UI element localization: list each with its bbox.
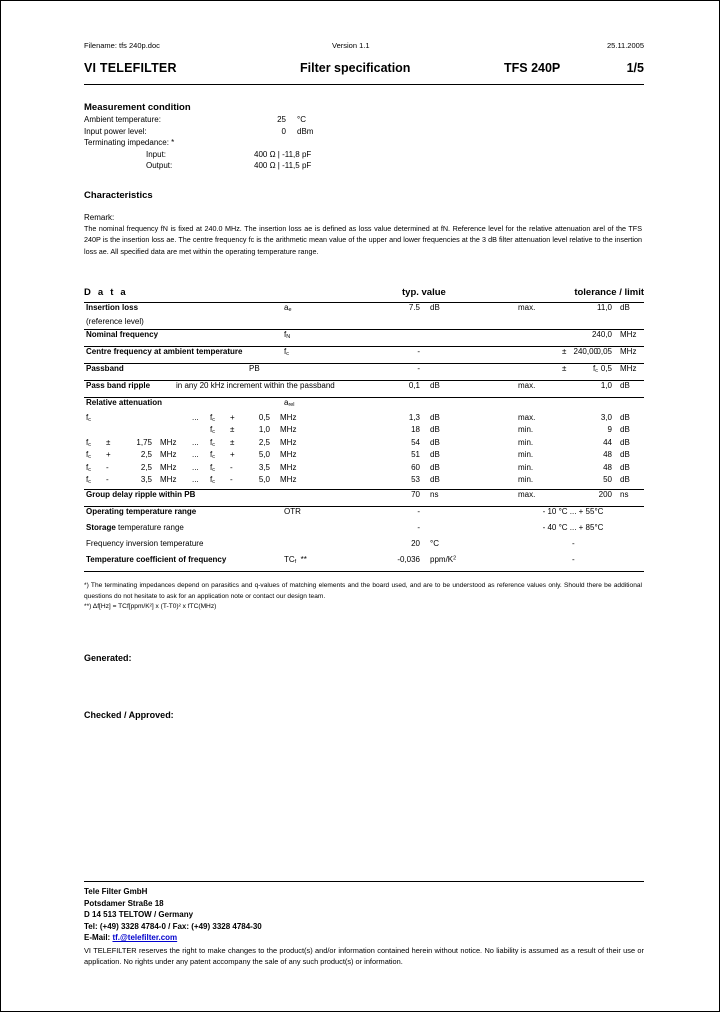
att-f1: $f_c$ (86, 475, 91, 486)
att-limit-unit: dB (620, 450, 630, 460)
row-symbol: $f_c$ (284, 346, 289, 357)
attenuation-line (84, 425, 644, 438)
att-offset1: 1,75 (136, 437, 152, 447)
ambient-temp-unit: °C (297, 115, 306, 124)
table-row (84, 523, 644, 539)
row-label-bold: Storage (86, 523, 116, 533)
att-unit1: MHz (160, 450, 177, 460)
row-label (86, 523, 184, 532)
att-f1: $f_c$ (86, 450, 91, 461)
logo-mark: VI (84, 61, 97, 75)
row-limit-kind: max. (518, 303, 536, 313)
ambient-temp-value: 25 (277, 115, 286, 124)
att-f1: $f_c$ (86, 412, 91, 423)
row-label: Relative attenuation (86, 397, 163, 407)
brand-name: TELEFILTER (99, 61, 177, 75)
footer-divider (84, 881, 644, 882)
att-typ-unit: dB (430, 450, 440, 460)
att-limit-kind: max. (518, 412, 536, 422)
row-label: Passband (86, 363, 124, 373)
characteristics-heading: Characteristics (84, 189, 153, 201)
att-limit-kind: min. (518, 462, 534, 472)
row-limit-unit: MHz (620, 346, 637, 356)
att-sign2: ± (230, 437, 235, 447)
header-title-row (84, 61, 644, 81)
row-typ-unit: dB (430, 303, 440, 313)
row-limit-value: 240,0 (591, 329, 612, 339)
att-unit1: MHz (160, 475, 177, 485)
att-limit-kind: min. (518, 475, 534, 485)
row-typ-value: -0,036 (397, 555, 420, 565)
impedance-input-row (84, 150, 644, 162)
att-sign1: - (106, 462, 109, 472)
row-symbol: $f_N$ (284, 329, 291, 340)
remark-label: Remark: (84, 212, 115, 222)
document-title: Filter specification (300, 61, 411, 75)
row-typ-value: 0,1 (408, 380, 420, 390)
row-label: Temperature coefficient of frequency (86, 555, 227, 565)
row-range-value: - 40 °C ... + 85°C (542, 523, 604, 533)
row-symbol-note: ** (300, 555, 307, 565)
page-number: 1/5 (626, 61, 644, 75)
table-row (84, 363, 644, 380)
att-typ-unit: dB (430, 412, 440, 422)
table-row-relative-attenuation (84, 397, 644, 490)
row-limit-pm: ± (562, 346, 567, 356)
att-dots: ... (192, 450, 199, 460)
company-email-line (84, 932, 644, 944)
input-power-row (84, 127, 644, 139)
table-row (84, 539, 644, 555)
table-row (84, 302, 644, 329)
att-limit-value: 48 (603, 450, 612, 460)
att-sign1: - (106, 475, 109, 485)
footnote-impedance: *) The terminating impedances depend on parasitics and q-values of matching elements and the board used, and are to be understood as reference values only. Should there be additional questions do not hesitate to ask for an application note or contact our design team. (84, 582, 642, 600)
row-limit-unit: MHz (620, 329, 637, 339)
att-typ-value: 51 (411, 450, 420, 460)
impedance-label: Terminating impedance: * (84, 138, 175, 147)
email-link[interactable]: tf.@telefilter.com (112, 933, 178, 943)
footnote-formula: **) Δf[Hz] = TCf[ppm/K²] x (T-T0)² x fTC(MHz) (84, 603, 217, 611)
att-unit1: MHz (160, 437, 177, 447)
row-limit-unit: MHz (620, 363, 637, 373)
row-typ-value: 20 (411, 539, 420, 549)
att-typ-unit: dB (430, 475, 440, 485)
impedance-output-row (84, 161, 644, 173)
att-offset2: 0,5 (258, 412, 270, 422)
att-limit-value: 44 (603, 437, 612, 447)
row-typ-unit: dB (430, 380, 440, 390)
att-f2: $f_c$ (210, 437, 215, 448)
att-sign2: + (230, 450, 235, 460)
att-sign2: ± (230, 425, 235, 435)
checked-approved-label: Checked / Approved: (84, 709, 174, 720)
col-header-tolerance: tolerance / limit (574, 287, 644, 299)
row-label: Frequency inversion temperature (86, 539, 204, 549)
att-limit-unit: dB (620, 412, 630, 422)
att-unit2: MHz (280, 437, 297, 447)
att-typ-value: 60 (411, 462, 420, 472)
row-symbol: $a_e$ (284, 303, 292, 314)
att-offset2: 3,5 (258, 462, 270, 472)
att-sign1: + (106, 450, 111, 460)
filename-text: Filename: tfs 240p.doc (84, 41, 160, 50)
row-limit-unit: ns (620, 490, 629, 500)
row-label-rest: temperature range (115, 523, 184, 533)
row-sublabel: (reference level) (86, 316, 144, 326)
att-typ-unit: dB (430, 437, 440, 447)
row-typ-value: - (417, 507, 420, 517)
row-typ-value: - (417, 523, 420, 533)
attenuation-line (84, 450, 644, 463)
row-typ-unit: ns (430, 490, 439, 500)
att-limit-unit: dB (620, 462, 630, 472)
att-sign2: - (230, 462, 233, 472)
page-footer (84, 881, 644, 967)
att-limit-kind: min. (518, 425, 534, 435)
data-table (84, 287, 644, 572)
att-limit-value: 3,0 (600, 412, 612, 422)
attenuation-line (84, 463, 644, 476)
row-limit-value: 1,0 (600, 380, 612, 390)
page-content (84, 1, 644, 720)
row-symbol: $TC_f$ ** (284, 555, 307, 566)
row-limit-value: 0,05 (596, 346, 612, 356)
att-offset2: 5,0 (258, 475, 270, 485)
row-typ-unit: °C (430, 539, 439, 549)
att-unit2: MHz (280, 475, 297, 485)
table-row (84, 555, 644, 571)
input-power-label: Input power level: (84, 126, 147, 136)
att-dots: ... (192, 475, 199, 485)
att-typ-unit: dB (430, 462, 440, 472)
att-limit-unit: dB (620, 475, 630, 485)
att-dots: ... (192, 412, 199, 422)
remark-text: The nominal frequency fN is fixed at 240.0 MHz. The insertion loss ae is defined as loss value determined at fN. Reference level for the relative attenuation arel of the TFS 240P is the insertion loss ae. The centre frequency fc is the arithmetic mean value of the upper and lower frequencies at the 3 dB filter attenuation level relative to the insertion loss ae. All specified data are met within the operating temperature range. (84, 223, 642, 256)
att-unit2: MHz (280, 425, 297, 435)
att-typ-value: 54 (411, 437, 420, 447)
row-limit-value: 11,0 (597, 303, 612, 313)
row-label: Centre frequency at ambient temperature (86, 346, 243, 356)
header-meta (84, 41, 644, 57)
part-number: TFS 240P (504, 61, 561, 75)
row-range-value: - (572, 539, 575, 549)
att-typ-value: 53 (411, 475, 420, 485)
row-limit-unit: dB (620, 380, 630, 390)
input-power-unit: dBm (297, 126, 314, 136)
generated-label: Generated: (84, 652, 132, 663)
attenuation-line (84, 438, 644, 451)
row-typ-unit: ppm/$K^2$ (430, 555, 457, 565)
row-limit-value: 200 (598, 490, 612, 500)
legal-disclaimer: VI TELEFILTER reserves the right to make changes to the product(s) and/or information contained herein without notice. No liability is assumed as a result of their use or application. No rights under any patent accompany the sale of any such product(s) or information. (84, 945, 644, 966)
impedance-input-value: 400 Ω | -11,8 pF (254, 149, 312, 159)
att-offset1: 2,5 (140, 450, 152, 460)
att-offset2: 5,0 (258, 450, 270, 460)
footnotes (84, 581, 642, 612)
table-header-row (84, 287, 644, 302)
att-f2: $f_c$ (210, 412, 215, 423)
company-phone: Tel: (+49) 3328 4784-0 / Fax: (+49) 3328 4784-30 (84, 921, 262, 931)
row-label: Nominal frequency (86, 329, 159, 339)
table-row (84, 380, 644, 397)
row-symbol: PB (249, 363, 260, 373)
row-limit-kind: max. (518, 380, 536, 390)
att-offset2: 2,5 (258, 437, 270, 447)
row-label: Pass band ripple (86, 380, 151, 390)
att-limit-value: 50 (603, 475, 612, 485)
table-row (84, 489, 644, 506)
input-power-value: 0 (281, 126, 286, 136)
ambient-temp-label: Ambient temperature: (84, 115, 161, 124)
company-address (84, 886, 644, 944)
att-offset2: 1,0 (258, 425, 270, 435)
row-label: Operating temperature range (86, 507, 197, 517)
row-symbol: OTR (284, 507, 301, 517)
ambient-temp-row (84, 115, 644, 127)
row-label: Insertion loss (86, 303, 139, 313)
row-limit-base: 240,00 (573, 346, 598, 356)
company-city: D 14 513 TELTOW / Germany (84, 910, 194, 920)
att-offset1: 2,5 (140, 462, 152, 472)
header-divider (84, 84, 644, 85)
email-label: E-Mail: (84, 933, 113, 943)
att-f1: $f_c$ (86, 437, 91, 448)
row-limit-base: $f_c$ (593, 363, 598, 374)
att-limit-unit: dB (620, 425, 630, 435)
att-typ-value: 18 (411, 425, 420, 435)
table-row (84, 346, 644, 363)
att-limit-value: 9 (607, 425, 612, 435)
measurement-heading: Measurement condition (84, 102, 191, 113)
col-header-typ-value: typ. value (402, 287, 446, 299)
att-unit2: MHz (280, 450, 297, 460)
impedance-output-value: 400 Ω | -11,5 pF (254, 161, 312, 170)
row-limit-pm: ± (562, 363, 567, 373)
row-typ-value: - (417, 346, 420, 356)
att-limit-value: 48 (603, 462, 612, 472)
table-row (84, 506, 644, 523)
row-symbol: $a_{rel}$ (284, 397, 295, 408)
company-logo (84, 61, 177, 75)
att-unit2: MHz (280, 462, 297, 472)
row-limit-unit: dB (620, 303, 630, 313)
company-street: Potsdamer Straße 18 (84, 898, 164, 908)
att-sign2: - (230, 475, 233, 485)
version-text: Version 1.1 (332, 41, 370, 50)
row-limit-kind: max. (518, 490, 536, 500)
att-f1: $f_c$ (86, 462, 91, 473)
att-limit-unit: dB (620, 437, 630, 447)
impedance-output-label: Output: (146, 161, 173, 170)
attenuation-line (84, 475, 644, 489)
row-typ-value: 70 (411, 490, 420, 500)
impedance-input-label: Input: (146, 149, 167, 159)
row-range-value: - 10 °C ... + 55°C (542, 507, 604, 517)
date-text: 25.11.2005 (607, 41, 644, 50)
att-limit-kind: min. (518, 450, 534, 460)
att-sign1: ± (106, 437, 111, 447)
att-f2: $f_c$ (210, 462, 215, 473)
col-header-data: D a t a (84, 287, 128, 299)
att-sign2: + (230, 412, 235, 422)
measurement-block (84, 115, 644, 173)
row-range-value: - (572, 555, 575, 565)
att-typ-value: 1,3 (408, 412, 420, 422)
impedance-row (84, 138, 644, 150)
row-typ-value: - (417, 363, 420, 373)
row-typ-value: 7.5 (408, 303, 420, 313)
table-bottom-divider (84, 571, 644, 572)
att-dots: ... (192, 462, 199, 472)
att-f2: $f_c$ (210, 450, 215, 461)
att-unit2: MHz (280, 412, 297, 422)
row-note: in any 20 kHz increment within the passband (176, 380, 335, 390)
row-limit-value: 0,5 (600, 363, 612, 373)
att-unit1: MHz (160, 462, 177, 472)
table-row (84, 329, 644, 346)
att-offset1: 3,5 (140, 475, 152, 485)
att-f2: $f_c$ (210, 475, 215, 486)
att-limit-kind: min. (518, 437, 534, 447)
attenuation-line (84, 413, 644, 426)
row-label: Group delay ripple within PB (86, 490, 196, 500)
att-dots: ... (192, 437, 199, 447)
att-f2: $f_c$ (210, 425, 215, 436)
att-typ-unit: dB (430, 425, 440, 435)
company-name: Tele Filter GmbH (84, 887, 148, 896)
